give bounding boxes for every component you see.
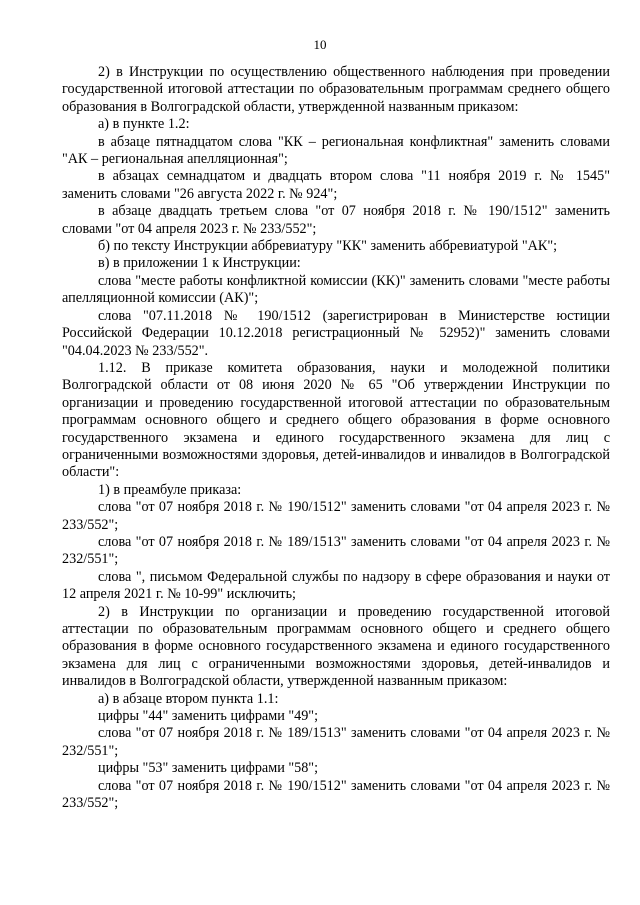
paragraph: в) в приложении 1 к Инструкции: [98, 255, 301, 272]
document-body [62, 64, 610, 812]
paragraph: слова "месте работы конфликтной комиссии (КК)" заменить словами "месте работы апелляционной комиссии (АК)"; [62, 272, 610, 307]
paragraph: 1) в преамбуле приказа: [98, 481, 242, 498]
paragraph: 2) в Инструкции по организации и проведению государственной итоговой аттестации по образовательным программам основного общего и среднего общего образования в форме основного государственного экзамена и единого государственного экзамена для лиц с ограниченными возможностями здоровья, детей-инвалидов и инвалидов в Волгоградской области, утвержденной названным приказом: [62, 603, 610, 690]
paragraph: слова "07.11.2018 № 190/1512 (зарегистрирован в Министерстве юстиции Российской Федерации 10.12.2018 регистрационный № 52952)" заменить словами "04.04.2023 № 233/552". [62, 307, 610, 359]
paragraph: б) по тексту Инструкции аббревиатуру "КК" заменить аббревиатурой "АК"; [98, 238, 558, 255]
page-number: 10 [313, 37, 327, 52]
paragraph: слова ", письмом Федеральной службы по надзору в сфере образования и науки от 12 апреля 2021 г. № 10-99" исключить; [62, 568, 610, 603]
paragraph: в абзаце пятнадцатом слова "КК – региональная конфликтная" заменить словами "АК – региональная апелляционная"; [62, 133, 610, 168]
paragraph: а) в абзаце втором пункта 1.1: [98, 690, 279, 707]
paragraph: 2) в Инструкции по осуществлению общественного наблюдения при проведении государственной итоговой аттестации по образовательным программам среднего общего образования в Волгоградской области, утвержденной названным приказом: [62, 64, 610, 115]
paragraph: слова "от 07 ноября 2018 г. № 189/1513" заменить словами "от 04 апреля 2023 г. № 232/551"; [62, 725, 610, 759]
paragraph: а) в пункте 1.2: [98, 116, 190, 133]
paragraph: цифры "44" заменить цифрами "49"; [98, 708, 319, 725]
paragraph: слова "от 07 ноября 2018 г. № 189/1513" заменить словами "от 04 апреля 2023 г. № 232/551"; [62, 533, 610, 568]
paragraph: слова "от 07 ноября 2018 г. № 190/1512" заменить словами "от 04 апреля 2023 г. № 233/552"; [62, 777, 610, 812]
paragraph: в абзацах семнадцатом и двадцать втором слова "11 ноября 2019 г. № 1545" заменить словами "26 августа 2022 г. № 924"; [62, 168, 610, 202]
paragraph: в абзаце двадцать третьем слова "от 07 ноября 2018 г. № 190/1512" заменить словами "от 04 апреля 2023 г. № 233/552"; [62, 203, 610, 237]
paragraph: цифры "53" заменить цифрами "58"; [98, 760, 319, 777]
paragraph: слова "от 07 ноября 2018 г. № 190/1512" заменить словами "от 04 апреля 2023 г. № 233/552"; [62, 499, 610, 533]
paragraph: 1.12. В приказе комитета образования, науки и молодежной политики Волгоградской области от 08 июня 2020 № 65 "Об утверждении Инструкции по организации и проведению государственной итоговой аттестации по образовательным программам основного общего и среднего общего образования в форме основного государственного экзамена и единого государственного экзамена для лиц с ограниченными возможностями здоровья, детей-инвалидов и инвалидов в Волгоградской области": [62, 359, 610, 481]
